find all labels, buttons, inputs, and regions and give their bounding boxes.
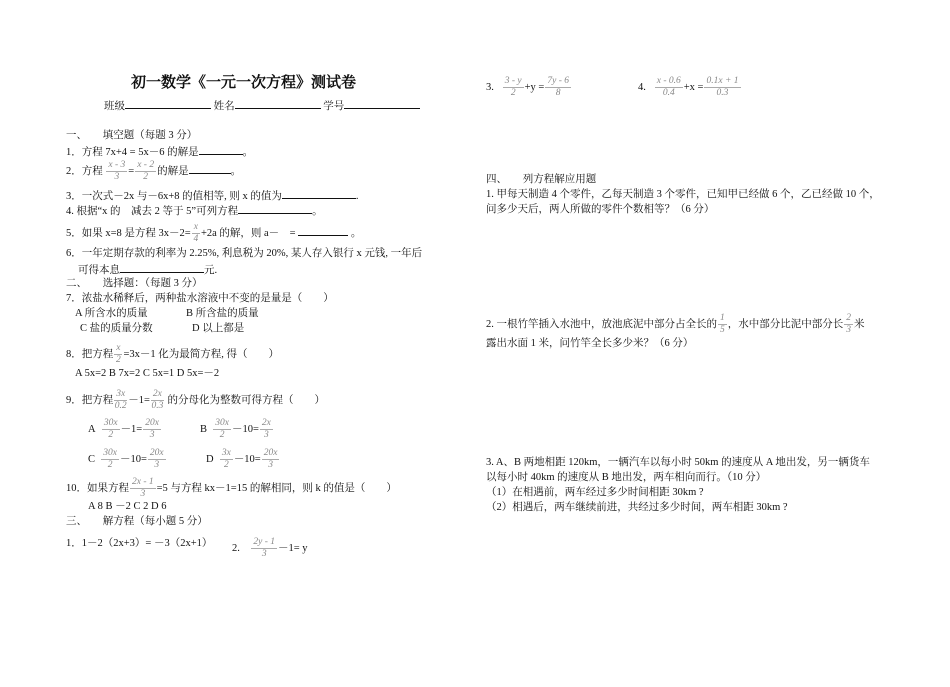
fraction: $\frac{0.1x + 1}{0.3}$ bbox=[706, 76, 739, 98]
question-10: 10．如果方程 $\frac{2x - 1}{3}$ =5 与方程 kx－1=15 的解相同，则 k 的值是（ ） bbox=[66, 477, 397, 499]
answer-blank[interactable] bbox=[189, 163, 231, 174]
fraction: $\frac{20x}{3}$ bbox=[263, 448, 278, 470]
word-problem-3-cont: 以每小时 40km 的速度从 B 地出发，两车相向而行。（10 分） bbox=[486, 472, 767, 483]
word-problem-2-cont: 露出水面 1 米，问竹竿全长多少米？（6 分） bbox=[486, 338, 694, 349]
section-2-heading: 二、 选择题：（每题 3 分） bbox=[66, 278, 203, 289]
word-problem-3-part1: （1）在相遇前，两车经过多少时间相距 30km ? bbox=[486, 487, 704, 498]
fraction: $\frac{2x}{0.3}$ bbox=[151, 389, 164, 411]
id-blank[interactable] bbox=[344, 98, 420, 109]
id-label: 学号 bbox=[323, 101, 345, 112]
question-1-2: 2．方程 $\frac{x - 3}{3}$ = $\frac{x - 2}{2}$ 的解是 。 bbox=[66, 160, 242, 182]
option-7b[interactable]: B 所含盐的质量 bbox=[186, 308, 259, 319]
question-8: 8．把方程 $\frac{x}{2}$ =3x－1 化为最简方程, 得（ ） bbox=[66, 343, 280, 365]
fraction: $\frac{1}{5}$ bbox=[720, 313, 725, 335]
fraction: $\frac{2x}{3}$ bbox=[261, 418, 271, 440]
fraction: $\frac{x - 2}{2}$ bbox=[137, 160, 155, 182]
section-1-heading: 一、 填空题（每题 3 分） bbox=[66, 130, 198, 141]
question-10-options[interactable]: A 8 B －2 C 2 D 6 bbox=[88, 501, 167, 512]
fraction: $\frac{x - 0.6}{0.4}$ bbox=[656, 76, 681, 98]
word-problem-1-cont: 问多少天后，两人所做的零件个数相等？（6 分） bbox=[486, 204, 715, 215]
equation-4: 4. $\frac{x - 0.6}{0.4}$ +x = $\frac{0.1x + 1}{0.3}$ bbox=[638, 76, 739, 98]
option-7d[interactable]: D 以上都是 bbox=[192, 323, 245, 334]
fraction: $\frac{3 - y}{2}$ bbox=[504, 76, 522, 98]
fraction: $\frac{x}{2}$ bbox=[115, 343, 121, 365]
fraction: $\frac{30x}{2}$ bbox=[103, 448, 117, 470]
question-1-5: 5．如果 x=8 是方程 3x－2= $\frac{x}{4}$ +2a 的解，则 a－ = 。 bbox=[66, 222, 362, 244]
fraction: $\frac{x}{4}$ bbox=[193, 222, 199, 244]
fraction: $\frac{2x - 1}{3}$ bbox=[132, 477, 154, 499]
answer-blank[interactable] bbox=[298, 225, 348, 236]
question-1-3: 3．一次式－2x 与－6x+8 的值相等, 则 x 的值为 . bbox=[66, 188, 359, 204]
word-problem-3: 3. A、B 两地相距 120km，一辆汽车以每小时 50km 的速度从 A 地出发，另一辆货车 bbox=[486, 457, 870, 468]
question-1-4: 4. 根据“x 的 减去 2 等于 5”可列方程 。 bbox=[66, 203, 323, 219]
question-8-options[interactable]: A 5x=2 B 7x=2 C 5x=1 D 5x=－2 bbox=[75, 368, 220, 379]
fraction: $\frac{20x}{3}$ bbox=[149, 448, 164, 470]
page-title: 初一数学《一元一次方程》测试卷 bbox=[131, 75, 357, 91]
answer-blank[interactable] bbox=[120, 262, 204, 273]
fraction: $\frac{2}{3}$ bbox=[846, 313, 851, 335]
fraction: $\frac{2y - 1}{3}$ bbox=[253, 537, 276, 559]
option-9c[interactable]: C $\frac{30x}{2}$ －10= $\frac{20x}{3}$ bbox=[88, 448, 164, 470]
word-problem-1: 1. 甲每天制造 4 个零件，乙每天制造 3 个零件，已知甲已经做 6 个，乙已经做 10 个， bbox=[486, 189, 880, 200]
student-info bbox=[104, 98, 420, 114]
section-3-heading: 三、 解方程（每小题 5 分） bbox=[66, 516, 208, 527]
option-9a[interactable]: A $\frac{30x}{2}$ －1= $\frac{20x}{3}$ bbox=[88, 418, 159, 440]
word-problem-2: 2. 一根竹竿插入水池中，放池底泥中部分占全长的 $\frac{1}{5}$ ，水中部分比泥中部分长 $\frac{2}{3}$ 米 bbox=[486, 313, 865, 335]
answer-blank[interactable] bbox=[199, 144, 243, 155]
equation-1: 1．1－2（2x+3）= －3（2x+1） bbox=[66, 538, 213, 549]
question-text: 2．方程 bbox=[66, 165, 103, 177]
question-text: 1．方程 7x+4 = 5x－6 的解是 bbox=[66, 147, 199, 158]
class-label: 班级 bbox=[104, 101, 125, 112]
name-blank[interactable] bbox=[235, 98, 321, 109]
class-blank[interactable] bbox=[125, 98, 211, 109]
fraction: $\frac{30x}{2}$ bbox=[103, 418, 118, 440]
word-problem-3-part2: （2）相遇后，两车继续前进，共经过多少时间，两车相距 30km ? bbox=[486, 502, 788, 513]
option-7c[interactable]: C 盐的质量分数 bbox=[80, 323, 153, 334]
fraction: $\frac{x - 3}{3}$ bbox=[108, 160, 126, 182]
option-9b[interactable]: B $\frac{30x}{2}$ －10= $\frac{2x}{3}$ bbox=[200, 418, 271, 440]
question-9: 9．把方程 $\frac{3x}{0.2}$ －1= $\frac{2x}{0.3}$ 的分母化为整数可得方程（ ） bbox=[66, 389, 325, 411]
name-label: 姓名 bbox=[213, 101, 235, 112]
section-4-heading: 四、 列方程解应用题 bbox=[486, 174, 597, 185]
question-1-6: 6．一年定期存款的利率为 2.25%, 利息税为 20%, 某人存入银行 x 元钱, 一年后 bbox=[66, 248, 423, 259]
answer-blank[interactable] bbox=[238, 203, 312, 214]
equation-2: 2. $\frac{2y - 1}{3}$ －1= y bbox=[232, 537, 308, 559]
question-1-1: 1．方程 7x+4 = 5x－6 的解是 。 bbox=[66, 144, 253, 160]
option-7a[interactable]: A 所含水的质量 bbox=[75, 308, 148, 319]
question-1-6-cont: 可得本息 元. bbox=[78, 262, 217, 278]
equation-3: 3. $\frac{3 - y}{2}$ +y = $\frac{7y - 6}{8}$ bbox=[486, 76, 569, 98]
answer-blank[interactable] bbox=[282, 188, 356, 199]
fraction: $\frac{7y - 6}{8}$ bbox=[547, 76, 569, 98]
option-9d[interactable]: D $\frac{3x}{2}$ －10= $\frac{20x}{3}$ bbox=[206, 448, 278, 470]
fraction: $\frac{3x}{2}$ bbox=[221, 448, 231, 470]
question-7: 7．浓盐水稀释后，两种盐水溶液中不变的是量是（ ） bbox=[66, 293, 334, 304]
fraction: $\frac{20x}{3}$ bbox=[145, 418, 159, 440]
fraction: $\frac{3x}{0.2}$ bbox=[114, 389, 127, 411]
fraction: $\frac{30x}{2}$ bbox=[215, 418, 229, 440]
